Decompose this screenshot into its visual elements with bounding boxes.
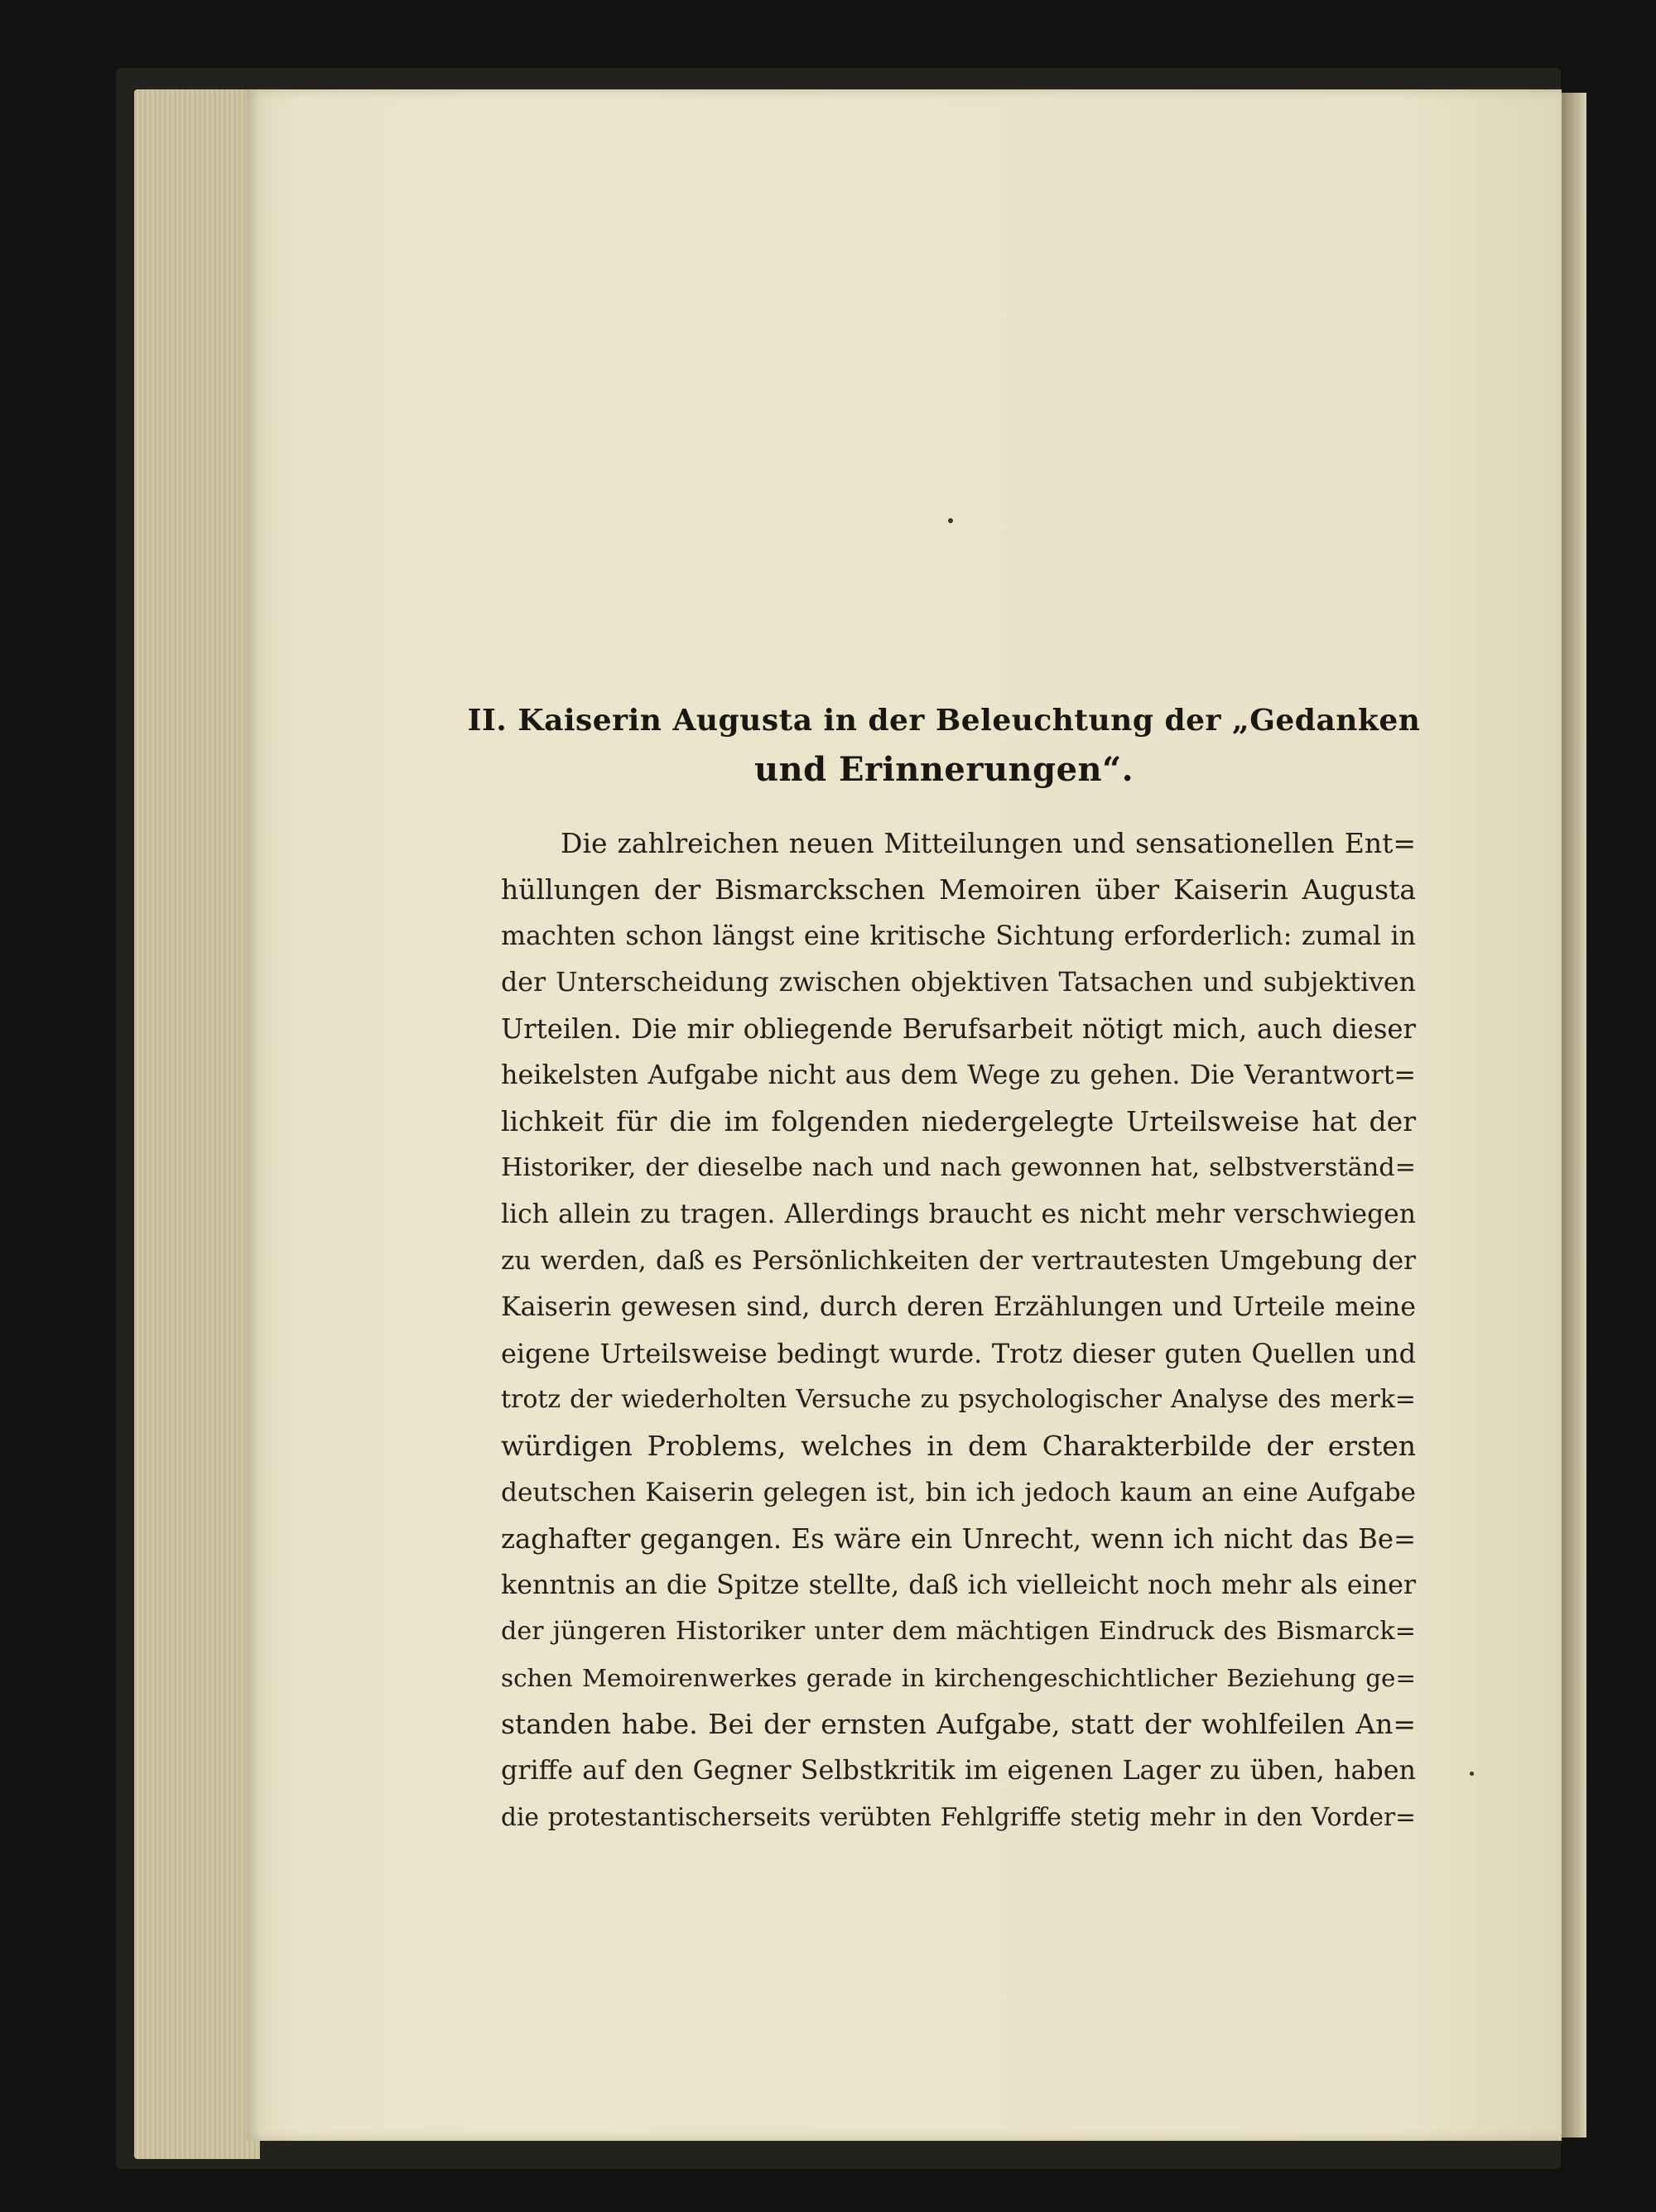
chapter-title-line-1: II. Kaiserin Augusta in der Beleuchtung der „Gedanken xyxy=(467,703,1421,738)
text-line: heikelsten Aufgabe nicht aus dem Wege zu gehen. Die Verantwort= xyxy=(501,1060,1416,1090)
body-paragraph xyxy=(501,820,1416,1840)
page-edges xyxy=(134,89,260,2159)
text-line: zu werden, daß es Persönlichkeiten der vertrautesten Umgebung der xyxy=(501,1246,1416,1276)
chapter-title xyxy=(464,695,1424,795)
text-line: zaghafter gegangen. Es wäre ein Unrecht, wenn ich nicht das Be= xyxy=(501,1523,1416,1555)
text-line: Die zahlreichen neuen Mitteilungen und sensationellen Ent= xyxy=(561,827,1416,859)
text-line: deutschen Kaiserin gelegen ist, bin ich jedoch kaum an eine Aufgabe xyxy=(501,1478,1416,1508)
text-line: griffe auf den Gegner Selbstkritik im eigenen Lager zu üben, haben xyxy=(501,1756,1416,1786)
text-line: hüllungen der Bismarckschen Memoiren über Kaiserin Augusta xyxy=(501,873,1416,906)
speck xyxy=(948,518,953,523)
text-line: Kaiserin gewesen sind, durch deren Erzählungen und Urteile meine xyxy=(501,1292,1416,1322)
text-line: eigene Urteilsweise bedingt wurde. Trotz dieser guten Quellen und xyxy=(501,1338,1416,1369)
text-line: Historiker, der dieselbe nach und nach gewonnen hat, selbstverständ= xyxy=(501,1153,1416,1182)
text-line: der jüngeren Historiker unter dem mächtigen Eindruck des Bismarck= xyxy=(501,1617,1416,1646)
text-line: standen habe. Bei der ernsten Aufgabe, statt der wohlfeilen An= xyxy=(501,1708,1416,1740)
text-line: würdigen Problems, welches in dem Charakterbilde der ersten xyxy=(501,1430,1416,1462)
chapter-title-line-2: und Erinnerungen“. xyxy=(753,750,1134,789)
text-line: schen Memoirenwerkes gerade in kirchengeschichtlicher Beziehung ge= xyxy=(501,1664,1416,1692)
text-line: kenntnis an die Spitze stellte, daß ich vielleicht noch mehr als einer xyxy=(501,1570,1416,1600)
text-line: Urteilen. Die mir obliegende Berufsarbeit nötigt mich, auch dieser xyxy=(501,1013,1416,1045)
text-line: trotz der wiederholten Versuche zu psychologischer Analyse des merk= xyxy=(501,1385,1416,1414)
facing-page-edge xyxy=(1562,93,1586,2137)
text-line: der Unterscheidung zwischen objektiven Tatsachen und subjektiven xyxy=(501,968,1416,998)
speck xyxy=(1470,1772,1474,1776)
text-line: lich allein zu tragen. Allerdings braucht es nicht mehr verschwiegen xyxy=(501,1200,1416,1229)
text-line: lichkeit für die im folgenden niedergelegte Urteilsweise hat der xyxy=(501,1105,1416,1137)
text-line: machten schon längst eine kritische Sichtung erforderlich: zumal in xyxy=(501,921,1416,951)
text-line: die protestantischerseits verübten Fehlgriffe stetig mehr in den Vorder= xyxy=(501,1803,1416,1831)
